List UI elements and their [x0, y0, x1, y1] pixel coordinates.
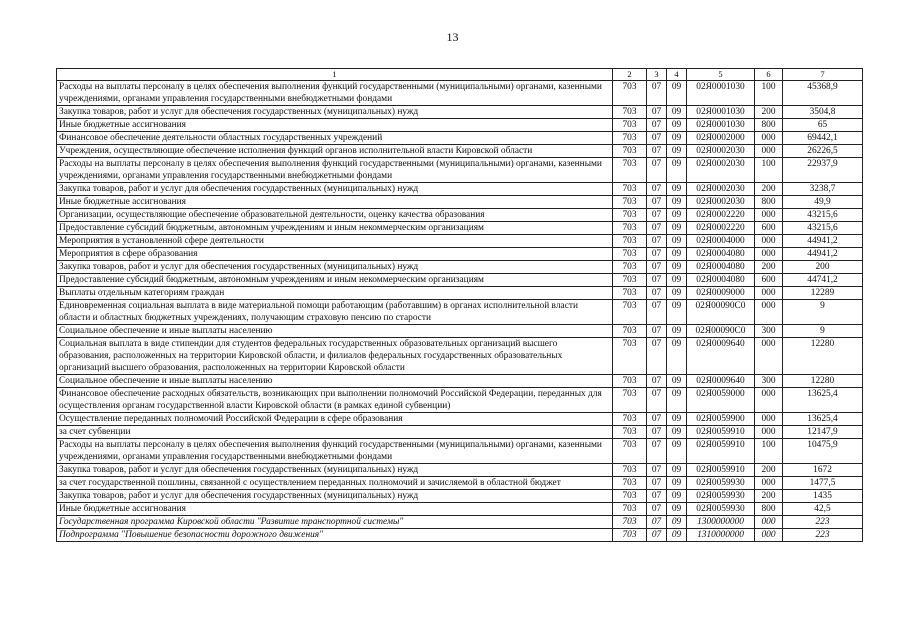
table-row: [57, 145, 863, 158]
row-target-article: 02Я0002220: [687, 222, 755, 235]
page-number: 13: [446, 30, 459, 44]
row-code-subsection: 09: [667, 81, 687, 106]
table-row: [57, 183, 863, 196]
row-code-subsection: 09: [667, 119, 687, 132]
table-row: [57, 209, 863, 222]
row-target-article: 02Я0002030: [687, 158, 755, 183]
row-target-article: 02Я0059000: [687, 388, 755, 413]
row-code-subsection: 09: [667, 132, 687, 145]
row-target-article: 1310000000: [687, 529, 755, 542]
table-row: [57, 516, 863, 529]
row-expense-type: 200: [755, 183, 783, 196]
row-code-section: 07: [647, 183, 667, 196]
table-row: [57, 413, 863, 426]
row-description: Мероприятия в установленной сфере деятельности: [57, 235, 613, 248]
row-description: Учреждения, осуществляющие обеспечение исполнения функций органов исполнительной власти Кировской области: [57, 145, 613, 158]
row-expense-type: 000: [755, 145, 783, 158]
row-expense-type: 000: [755, 132, 783, 145]
row-code-section: 07: [647, 426, 667, 439]
table-row: [57, 325, 863, 338]
row-description: Организации, осуществляющие обеспечение образовательной деятельности, оценку качества образования: [57, 209, 613, 222]
row-amount: 10475,9: [783, 439, 863, 464]
row-description: Иные бюджетные ассигнования: [57, 119, 613, 132]
row-description: Социальное обеспечение и иные выплаты населению: [57, 375, 613, 388]
row-target-article: 02Я0001030: [687, 106, 755, 119]
row-code-subsection: 09: [667, 222, 687, 235]
row-code-ministry: 703: [613, 516, 647, 529]
row-description: за счет субвенции: [57, 426, 613, 439]
row-code-ministry: 703: [613, 464, 647, 477]
row-target-article: 02Я0009000: [687, 287, 755, 300]
row-amount: 69442,1: [783, 132, 863, 145]
row-expense-type: 100: [755, 158, 783, 183]
row-target-article: 02Я0059910: [687, 464, 755, 477]
row-code-subsection: 09: [667, 235, 687, 248]
column-header: 4: [667, 69, 687, 81]
row-code-ministry: 703: [613, 503, 647, 516]
row-description: Выплаты отдельным категориям граждан: [57, 287, 613, 300]
row-code-ministry: 703: [613, 375, 647, 388]
row-description: Закупка товаров, работ и услуг для обеспечения государственных (муниципальных) нужд: [57, 490, 613, 503]
row-code-section: 07: [647, 439, 667, 464]
row-code-ministry: 703: [613, 529, 647, 542]
row-amount: 12280: [783, 338, 863, 375]
table-row: [57, 375, 863, 388]
row-code-subsection: 09: [667, 516, 687, 529]
row-amount: 44941,2: [783, 248, 863, 261]
row-code-subsection: 09: [667, 413, 687, 426]
row-description: Государственная программа Кировской области "Развитие транспортной системы": [57, 516, 613, 529]
row-code-ministry: 703: [613, 183, 647, 196]
row-code-section: 07: [647, 338, 667, 375]
row-target-article: 02Я0059930: [687, 490, 755, 503]
row-target-article: 02Я0002000: [687, 132, 755, 145]
row-code-ministry: 703: [613, 477, 647, 490]
row-code-subsection: 09: [667, 145, 687, 158]
row-code-ministry: 703: [613, 81, 647, 106]
row-code-ministry: 703: [613, 274, 647, 287]
table-row: [57, 235, 863, 248]
row-expense-type: 000: [755, 529, 783, 542]
row-code-subsection: 09: [667, 261, 687, 274]
row-code-ministry: 703: [613, 426, 647, 439]
row-amount: 9: [783, 325, 863, 338]
row-code-subsection: 09: [667, 325, 687, 338]
row-code-subsection: 09: [667, 426, 687, 439]
row-code-section: 07: [647, 300, 667, 325]
row-expense-type: 000: [755, 235, 783, 248]
row-code-section: 07: [647, 274, 667, 287]
row-code-section: 07: [647, 503, 667, 516]
row-target-article: 02Я0002220: [687, 209, 755, 222]
row-code-ministry: 703: [613, 222, 647, 235]
row-expense-type: 600: [755, 222, 783, 235]
row-code-ministry: 703: [613, 248, 647, 261]
row-code-subsection: 09: [667, 338, 687, 375]
table-row: [57, 529, 863, 542]
table-body: [57, 81, 863, 542]
row-code-section: 07: [647, 261, 667, 274]
row-code-ministry: 703: [613, 132, 647, 145]
row-expense-type: 800: [755, 196, 783, 209]
row-code-section: 07: [647, 490, 667, 503]
row-code-subsection: 09: [667, 196, 687, 209]
row-amount: 12289: [783, 287, 863, 300]
row-target-article: 02Я0004000: [687, 235, 755, 248]
table-row: [57, 196, 863, 209]
row-target-article: 02Я0004080: [687, 261, 755, 274]
row-description: Закупка товаров, работ и услуг для обеспечения государственных (муниципальных) нужд: [57, 464, 613, 477]
row-amount: 44941,2: [783, 235, 863, 248]
table-row: [57, 261, 863, 274]
row-expense-type: 600: [755, 274, 783, 287]
row-code-subsection: 09: [667, 158, 687, 183]
row-expense-type: 200: [755, 464, 783, 477]
row-target-article: 02Я00090С0: [687, 300, 755, 325]
row-expense-type: 100: [755, 81, 783, 106]
row-target-article: 1300000000: [687, 516, 755, 529]
row-expense-type: 000: [755, 413, 783, 426]
row-amount: 13625,4: [783, 413, 863, 426]
row-expense-type: 000: [755, 426, 783, 439]
row-amount: 49,9: [783, 196, 863, 209]
row-amount: 13625,4: [783, 388, 863, 413]
column-header: 3: [647, 69, 667, 81]
row-expense-type: 000: [755, 477, 783, 490]
table-row: [57, 132, 863, 145]
row-target-article: 02Я0059910: [687, 439, 755, 464]
row-description: Предоставление субсидий бюджетным, автономным учреждениям и иным некоммерческим организациям: [57, 274, 613, 287]
row-amount: 223: [783, 516, 863, 529]
row-expense-type: 100: [755, 439, 783, 464]
row-target-article: 02Я0059930: [687, 477, 755, 490]
row-code-section: 07: [647, 325, 667, 338]
row-code-ministry: 703: [613, 388, 647, 413]
table-row: [57, 106, 863, 119]
row-description: Осуществление переданных полномочий Российской Федерации в сфере образования: [57, 413, 613, 426]
row-expense-type: 300: [755, 325, 783, 338]
table-row: [57, 300, 863, 325]
table-row: [57, 426, 863, 439]
row-code-section: 07: [647, 196, 667, 209]
row-description: Предоставление субсидий бюджетным, автономным учреждениям и иным некоммерческим организациям: [57, 222, 613, 235]
column-header: 1: [57, 69, 613, 81]
row-code-ministry: 703: [613, 145, 647, 158]
row-code-section: 07: [647, 375, 667, 388]
table-row: [57, 338, 863, 375]
row-amount: 45368,9: [783, 81, 863, 106]
row-amount: 9: [783, 300, 863, 325]
row-code-subsection: 09: [667, 183, 687, 196]
row-code-section: 07: [647, 106, 667, 119]
row-description: Закупка товаров, работ и услуг для обеспечения государственных (муниципальных) нужд: [57, 183, 613, 196]
row-expense-type: 000: [755, 209, 783, 222]
row-code-ministry: 703: [613, 261, 647, 274]
row-code-ministry: 703: [613, 338, 647, 375]
row-description: Расходы на выплаты персоналу в целях обеспечения выполнения функций государственными (муниципальными) органами, казенными учреждениями, органами управления государственными внебюджетными фондами: [57, 439, 613, 464]
table-row: [57, 274, 863, 287]
row-description: Финансовое обеспечение деятельности областных государственных учреждений: [57, 132, 613, 145]
row-code-section: 07: [647, 464, 667, 477]
column-header: 6: [755, 69, 783, 81]
row-code-subsection: 09: [667, 439, 687, 464]
row-amount: 1477,5: [783, 477, 863, 490]
row-code-subsection: 09: [667, 274, 687, 287]
row-code-section: 07: [647, 81, 667, 106]
row-code-subsection: 09: [667, 464, 687, 477]
row-code-section: 07: [647, 209, 667, 222]
row-code-subsection: 09: [667, 490, 687, 503]
row-code-subsection: 09: [667, 248, 687, 261]
row-description: за счет государственной пошлины, связанной с осуществлением переданных полномочий и зачисляемой в областной бюджет: [57, 477, 613, 490]
row-expense-type: 200: [755, 261, 783, 274]
row-code-subsection: 09: [667, 503, 687, 516]
row-target-article: 02Я0059930: [687, 503, 755, 516]
row-amount: 3504,8: [783, 106, 863, 119]
row-description: Финансовое обеспечение расходных обязательств, возникающих при выполнении полномочий Российской Федерации, переданных для осуществления органам государственной власти Кировской области (в рамках единой субвенции): [57, 388, 613, 413]
row-target-article: 02Я0059900: [687, 413, 755, 426]
row-code-subsection: 09: [667, 375, 687, 388]
row-code-ministry: 703: [613, 158, 647, 183]
row-code-section: 07: [647, 145, 667, 158]
row-amount: 1435: [783, 490, 863, 503]
row-code-section: 07: [647, 119, 667, 132]
row-target-article: 02Я0001030: [687, 119, 755, 132]
row-code-ministry: 703: [613, 300, 647, 325]
row-expense-type: 800: [755, 119, 783, 132]
row-code-subsection: 09: [667, 529, 687, 542]
row-amount: 65: [783, 119, 863, 132]
row-target-article: 02Я0004080: [687, 274, 755, 287]
row-expense-type: 800: [755, 503, 783, 516]
row-amount: 43215,6: [783, 222, 863, 235]
table-row: [57, 158, 863, 183]
table-row: [57, 477, 863, 490]
table-row: [57, 287, 863, 300]
row-code-section: 07: [647, 413, 667, 426]
row-amount: 44741,2: [783, 274, 863, 287]
row-expense-type: 000: [755, 300, 783, 325]
row-code-subsection: 09: [667, 388, 687, 413]
row-expense-type: 000: [755, 516, 783, 529]
row-code-ministry: 703: [613, 439, 647, 464]
column-header: 5: [687, 69, 755, 81]
budget-table: [56, 68, 863, 542]
row-code-subsection: 09: [667, 209, 687, 222]
row-description: Закупка товаров, работ и услуг для обеспечения государственных (муниципальных) нужд: [57, 106, 613, 119]
column-header: 2: [613, 69, 647, 81]
row-description: Единовременная социальная выплата в виде материальной помощи работающим (работавшим) в органах исполнительной власти области и областных бюджетных учреждениях, получающим страховую пенсию по старости: [57, 300, 613, 325]
row-target-article: 02Я0004080: [687, 248, 755, 261]
row-description: Мероприятия в сфере образования: [57, 248, 613, 261]
table-row: [57, 222, 863, 235]
row-target-article: 02Я0002030: [687, 183, 755, 196]
row-code-ministry: 703: [613, 196, 647, 209]
row-description: Иные бюджетные ассигнования: [57, 196, 613, 209]
row-description: Закупка товаров, работ и услуг для обеспечения государственных (муниципальных) нужд: [57, 261, 613, 274]
row-code-ministry: 703: [613, 106, 647, 119]
row-target-article: 02Я00090С0: [687, 325, 755, 338]
row-amount: 12280: [783, 375, 863, 388]
row-target-article: 02Я0009640: [687, 338, 755, 375]
row-code-subsection: 09: [667, 106, 687, 119]
row-target-article: 02Я0002030: [687, 196, 755, 209]
row-description: Иные бюджетные ассигнования: [57, 503, 613, 516]
row-description: Подпрограмма "Повышение безопасности дорожного движения": [57, 529, 613, 542]
row-amount: 26226,5: [783, 145, 863, 158]
table-row: [57, 490, 863, 503]
row-amount: 200: [783, 261, 863, 274]
row-code-ministry: 703: [613, 287, 647, 300]
row-expense-type: 000: [755, 287, 783, 300]
row-code-ministry: 703: [613, 325, 647, 338]
row-code-section: 07: [647, 529, 667, 542]
row-amount: 42,5: [783, 503, 863, 516]
row-amount: 1672: [783, 464, 863, 477]
row-description: Расходы на выплаты персоналу в целях обеспечения выполнения функций государственными (муниципальными) органами, казенными учреждениями, органами управления государственными внебюджетными фондами: [57, 81, 613, 106]
table-row: [57, 503, 863, 516]
row-code-ministry: 703: [613, 209, 647, 222]
row-code-section: 07: [647, 388, 667, 413]
row-code-section: 07: [647, 132, 667, 145]
table-row: [57, 464, 863, 477]
row-code-section: 07: [647, 235, 667, 248]
row-amount: 22937,9: [783, 158, 863, 183]
table-row: [57, 81, 863, 106]
row-code-subsection: 09: [667, 477, 687, 490]
row-amount: 12147,9: [783, 426, 863, 439]
table-row: [57, 388, 863, 413]
row-code-subsection: 09: [667, 300, 687, 325]
row-target-article: 02Я0009640: [687, 375, 755, 388]
row-expense-type: 200: [755, 106, 783, 119]
row-amount: 43215,6: [783, 209, 863, 222]
table-row: [57, 248, 863, 261]
table-header-row: [57, 69, 863, 81]
row-amount: 223: [783, 529, 863, 542]
row-code-ministry: 703: [613, 490, 647, 503]
row-expense-type: 000: [755, 338, 783, 375]
row-target-article: 02Я0002030: [687, 145, 755, 158]
row-expense-type: 000: [755, 388, 783, 413]
row-code-section: 07: [647, 477, 667, 490]
row-description: Расходы на выплаты персоналу в целях обеспечения выполнения функций государственными (муниципальными) органами, казенными учреждениями, органами управления государственными внебюджетными фондами: [57, 158, 613, 183]
table-row: [57, 119, 863, 132]
table-row: [57, 439, 863, 464]
row-expense-type: 200: [755, 490, 783, 503]
row-description: Социальная выплата в виде стипендии для студентов федеральных государственных образовательных организаций высшего образования, расположенных на территории Кировской области, и филиалов федеральных государственных образовательных организаций высшего образования, расположенных на территории Кировской области: [57, 338, 613, 375]
row-code-ministry: 703: [613, 413, 647, 426]
row-expense-type: 000: [755, 248, 783, 261]
row-expense-type: 300: [755, 375, 783, 388]
row-code-section: 07: [647, 287, 667, 300]
row-code-section: 07: [647, 222, 667, 235]
row-code-ministry: 703: [613, 119, 647, 132]
row-target-article: 02Я0059910: [687, 426, 755, 439]
row-code-section: 07: [647, 158, 667, 183]
column-header: 7: [783, 69, 863, 81]
row-amount: 3238,7: [783, 183, 863, 196]
row-code-section: 07: [647, 248, 667, 261]
row-description: Социальное обеспечение и иные выплаты населению: [57, 325, 613, 338]
row-code-subsection: 09: [667, 287, 687, 300]
row-code-ministry: 703: [613, 235, 647, 248]
row-target-article: 02Я0001030: [687, 81, 755, 106]
row-code-section: 07: [647, 516, 667, 529]
